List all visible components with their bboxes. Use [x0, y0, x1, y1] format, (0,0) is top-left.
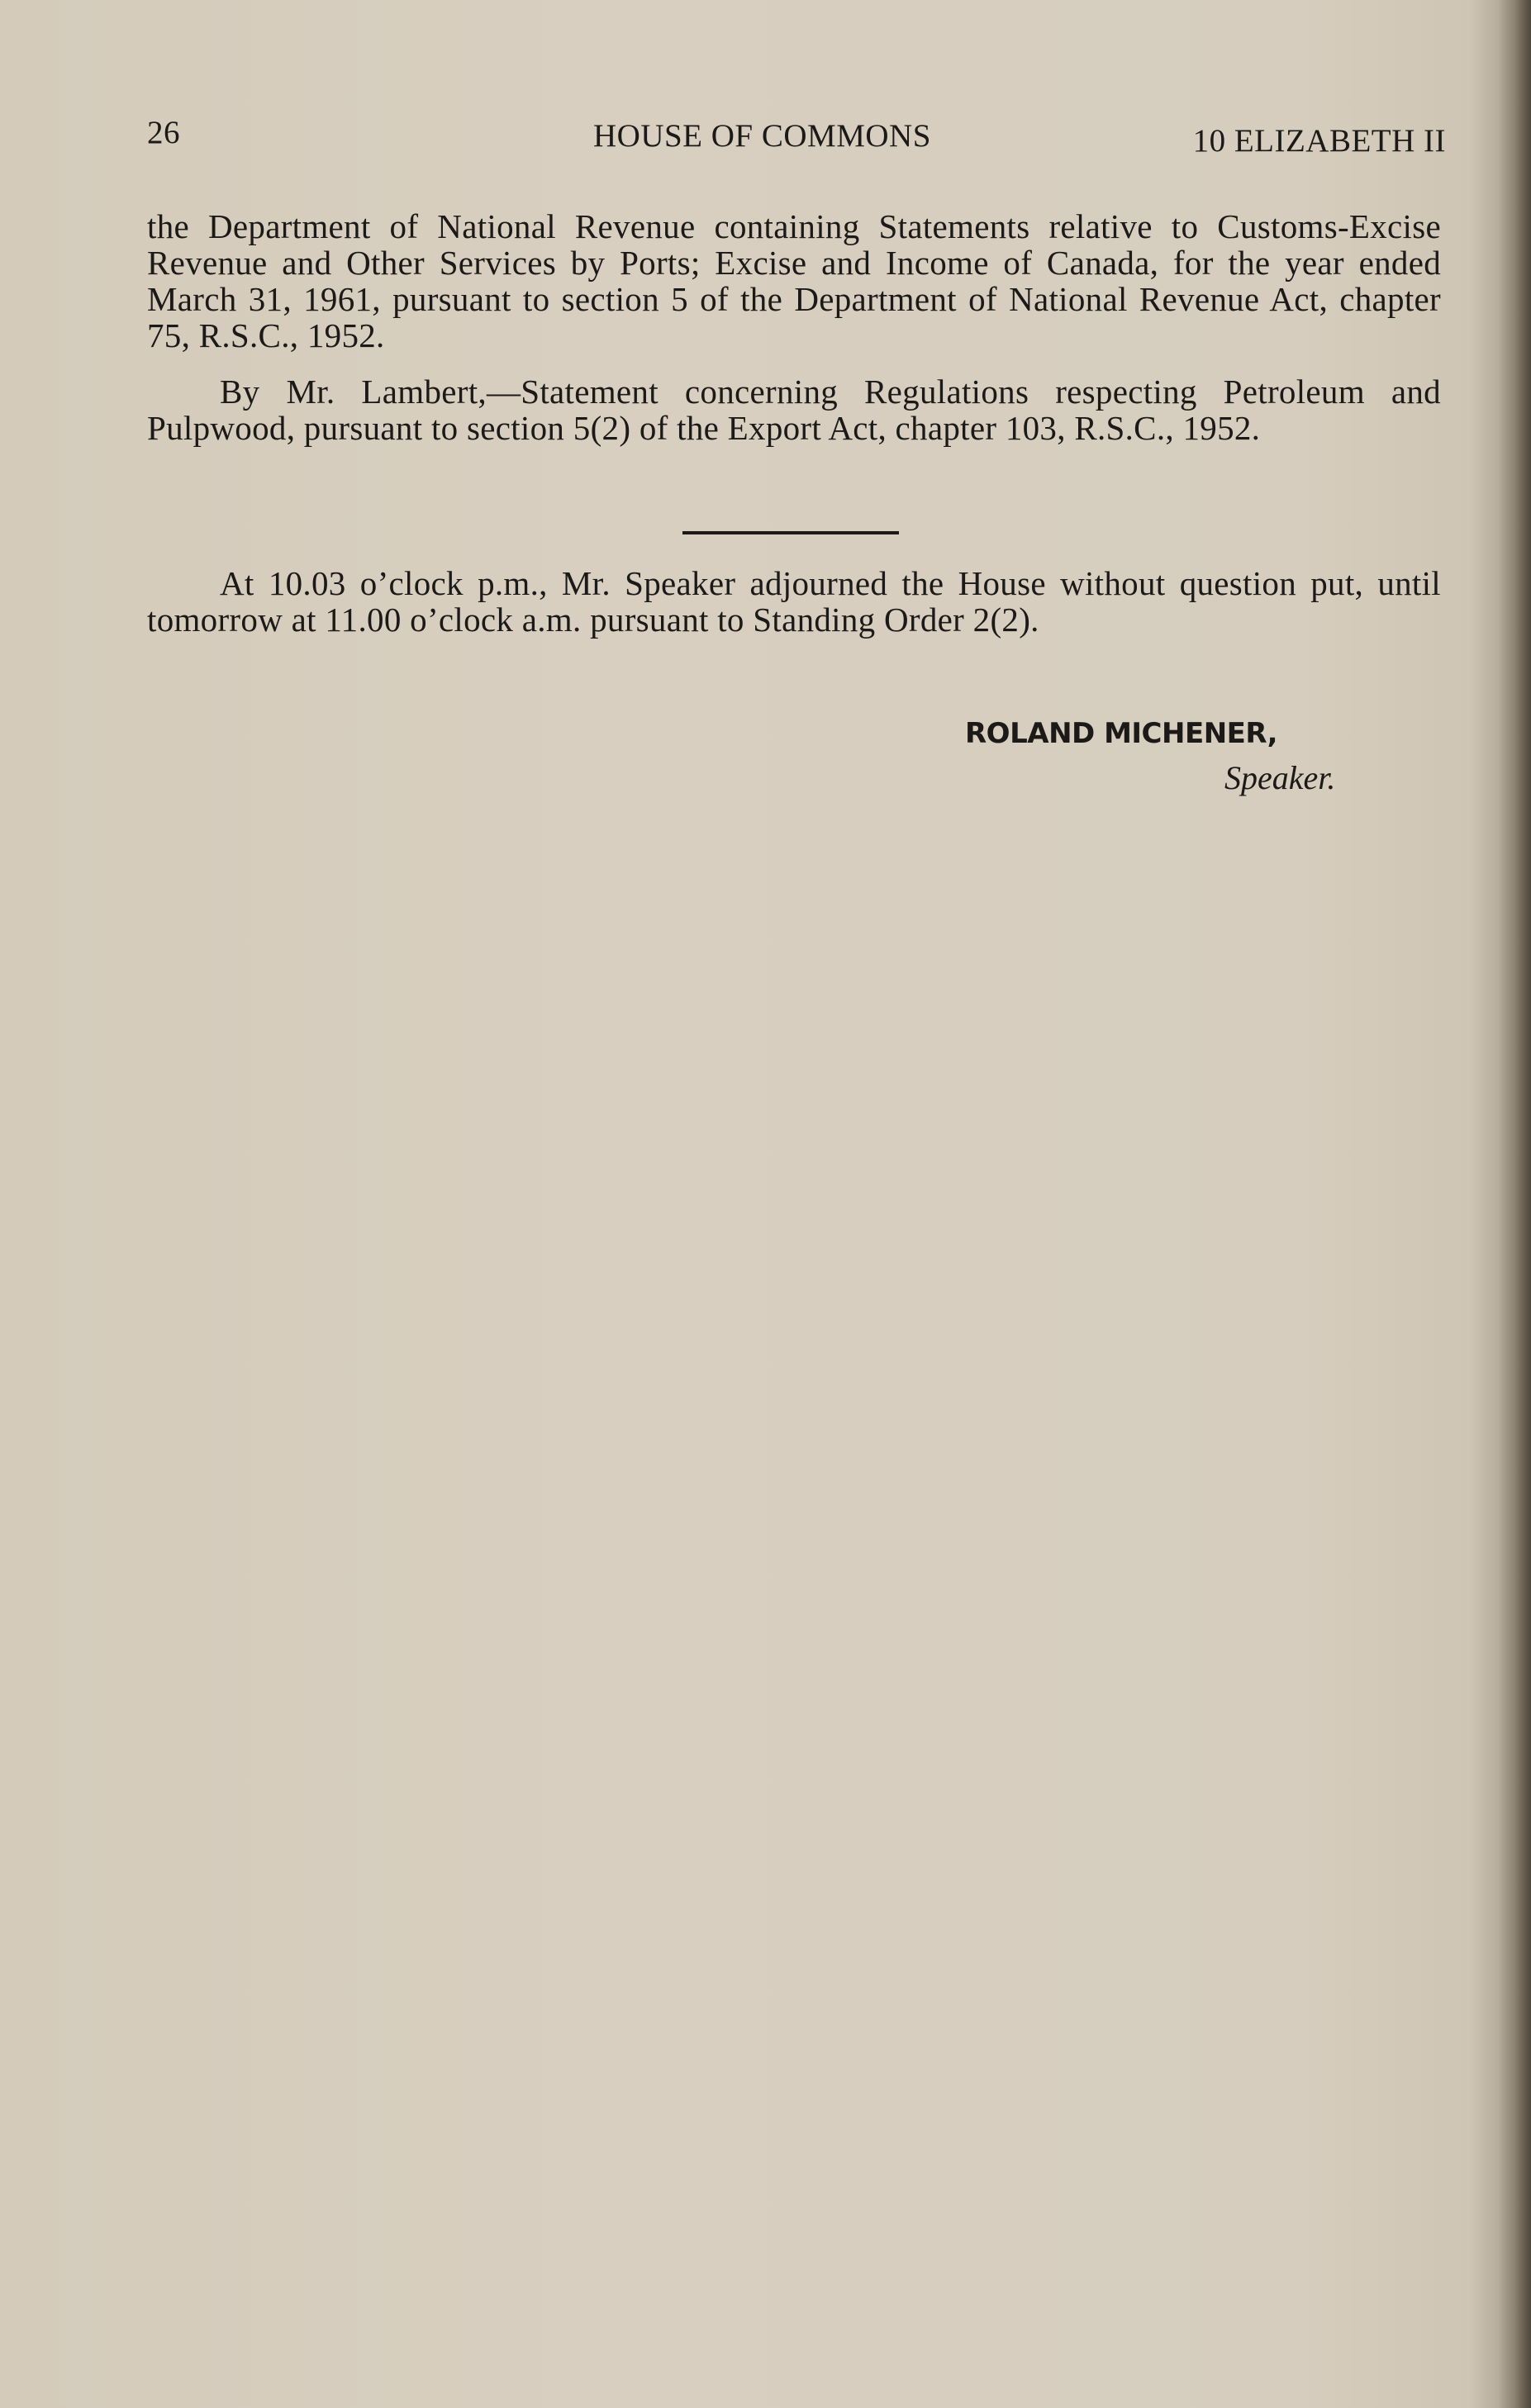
paragraph-adjournment: At 10.03 o’clock p.m., Mr. Speaker adjourned the House without question put, until tomorrow at 11.00 o’clock a.m. pursuant to Standing Order 2(2).: [147, 564, 1441, 639]
paragraph-national-revenue: the Department of National Revenue containing Statements relative to Customs-Excise Revenue and Other Services by Ports; Excise and Income of Canada, for the year ended March 31, 1961, pursuant to section 5 of the Department of National Revenue Act, chapter 75, R.S.C., 1952.: [147, 207, 1441, 354]
signature-name: ROLAND MICHENER,: [965, 717, 1278, 750]
book-spine-shadow: [1498, 0, 1531, 2408]
page-header: [147, 114, 1446, 164]
section-divider: [682, 531, 899, 534]
regnal-year: 10 ELIZABETH II: [1192, 123, 1446, 159]
signature-title: Speaker.: [1224, 759, 1336, 796]
paragraph-lambert-statement: By Mr. Lambert,—Statement concerning Regulations respecting Petroleum and Pulpwood, pursuant to section 5(2) of the Export Act, chapter 103, R.S.C., 1952.: [147, 373, 1441, 447]
page-number: 26: [147, 115, 180, 150]
running-title: HOUSE OF COMMONS: [593, 118, 931, 154]
